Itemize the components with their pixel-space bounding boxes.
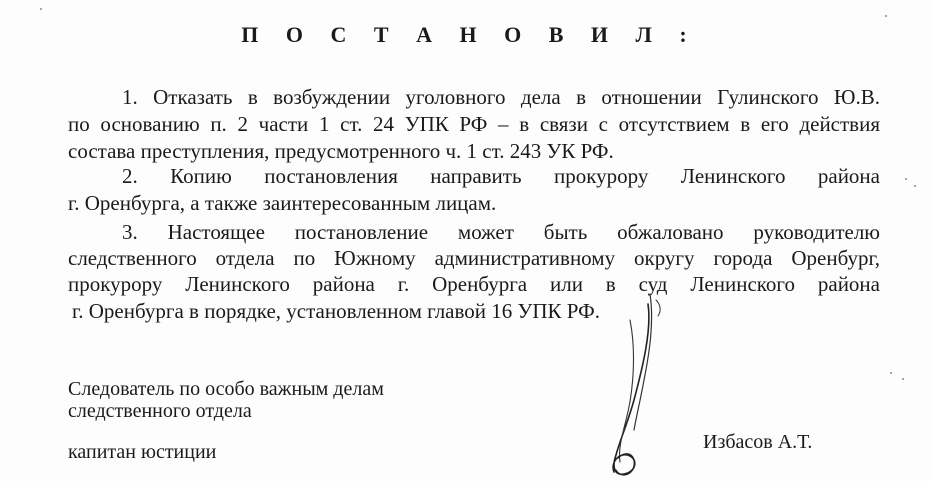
signatory-position-line-1: Следователь по особо важным делам — [68, 378, 384, 400]
paragraph-2-line-1: 2. Копию постановления направить прокурору Ленинского района — [122, 164, 880, 188]
scan-speck — [905, 178, 907, 180]
scan-speck — [890, 372, 892, 374]
paragraph-3-line-1: 3. Настоящее постановление может быть обжаловано руководителю — [122, 220, 880, 244]
paragraph-1-line-3: состава преступления, предусмотренного ч. 1 ст. 243 УК РФ. — [68, 139, 614, 163]
paragraph-3-line-3: прокурору Ленинского района г. Оренбурга или в суд Ленинского района — [68, 272, 880, 296]
paragraph-1-line-1: 1. Отказать в возбуждении уголовного дела в отношении Гулинского Ю.В. — [122, 85, 880, 109]
scan-speck — [914, 185, 916, 187]
scan-speck — [885, 15, 887, 17]
paragraph-1-line-2: по основанию п. 2 части 1 ст. 24 УПК РФ – в связи с отсутствием в его действия — [68, 112, 880, 136]
scan-speck — [902, 378, 904, 380]
scan-speck — [40, 8, 42, 10]
paragraph-2-line-2: г. Оренбурга, а также заинтересованным лицам. — [68, 191, 497, 215]
handwritten-signature — [590, 290, 680, 481]
signatory-rank: капитан юстиции — [68, 441, 217, 463]
document-heading: П О С Т А Н О В И Л : — [241, 22, 698, 47]
signatory-name: Избасов А.Т. — [703, 431, 813, 453]
signatory-position-line-2: следственного отдела — [68, 400, 252, 422]
paragraph-3-line-4: г. Оренбурга в порядке, установленном главой 16 УПК РФ. — [72, 299, 600, 323]
paragraph-3-line-2: следственного отдела по Южному административному округу города Оренбург, — [68, 246, 880, 270]
